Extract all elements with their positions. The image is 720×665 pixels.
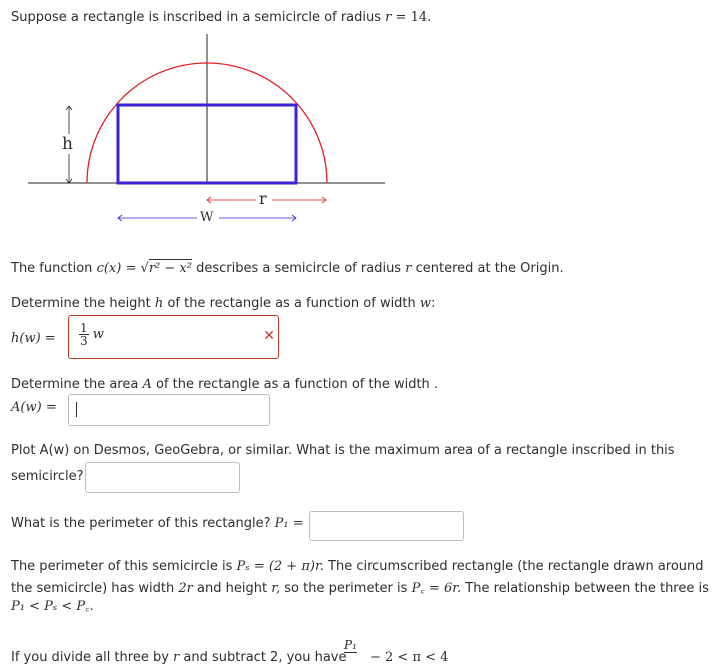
error-icon: ✕ [263,328,275,344]
height-fraction: $\frac{1}{3}$ [80,321,88,348]
h-label: h [62,134,73,154]
q2-lhs: A(w) = [11,400,57,415]
height-answer-input[interactable]: $\frac{1}{3}$ w ✕ [68,315,279,359]
intro-text: Suppose a rectangle is inscribed in a semicircle of radius r = 14. [11,10,432,25]
q4-prompt: What is the perimeter of this rectangle? P₁ = [11,516,304,531]
para-line2: the semicircle) has width 2r and height r, so the perimeter is P꜀ = 6r. The relationship between the three is [11,581,709,596]
q3-line2: semicircle? [11,469,84,484]
bottom-inequality: − 2 < π < 4 [370,650,449,665]
semicircle-figure [0,28,400,233]
q1-prompt: Determine the height h of the rectangle as a function of width w: [11,296,436,311]
q2-prompt: Determine the area A of the rectangle as a function of the width . [11,377,439,392]
w-label: W [200,210,214,225]
text-caret [76,402,77,417]
bottom-fraction: P₁ [344,638,357,652]
area-answer-input[interactable] [68,394,270,426]
q3-line1: Plot A(w) on Desmos, GeoGebra, or similar. What is the maximum area of a rectangle inscribed in this [11,443,675,458]
para-line3: P₁ < Pₛ < P꜀. [11,599,94,614]
q1-lhs: h(w) = [11,331,56,346]
function-line: The function c(x) = √r² − x² describes a semicircle of radius r centered at the Origin. [11,261,564,276]
perimeter-input[interactable] [309,511,464,541]
max-area-input[interactable] [85,462,240,493]
r-label: r [259,189,267,208]
para-line1: The perimeter of this semicircle is Pₛ = (2 + π)r. The circumscribed rectangle (the rectangle drawn around [11,559,704,574]
bottom-line: If you divide all three by r and subtract 2, you have [11,650,347,665]
